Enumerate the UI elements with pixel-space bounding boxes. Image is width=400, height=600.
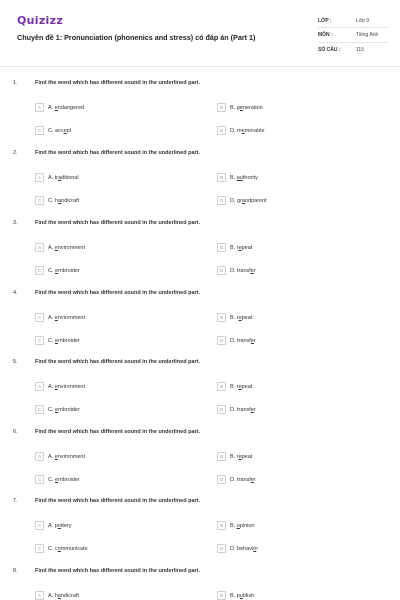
option-label bbox=[48, 523, 72, 529]
option-text-pre: D. transf bbox=[230, 406, 251, 413]
option-letter-box[interactable]: A bbox=[35, 591, 44, 600]
option-label bbox=[230, 593, 254, 599]
option-text-post: peat bbox=[241, 314, 253, 321]
question-number: 4. bbox=[13, 290, 18, 296]
option-text-pre: B. r bbox=[230, 244, 239, 251]
worksheet-meta bbox=[318, 14, 388, 58]
answer-option[interactable] bbox=[35, 475, 80, 484]
meta-row-count bbox=[318, 43, 388, 57]
option-text-post: neration bbox=[242, 104, 263, 111]
option-underlined-part: e bbox=[238, 453, 242, 460]
option-label bbox=[48, 593, 79, 599]
option-text-post: ndicraft bbox=[61, 197, 80, 204]
option-text-post: pinion bbox=[239, 522, 255, 529]
meta-value: Tiếng Anh bbox=[356, 32, 379, 38]
option-underlined-part: e bbox=[250, 406, 254, 413]
option-text-pre: C. acc bbox=[48, 127, 64, 134]
answer-option[interactable] bbox=[217, 544, 258, 553]
question-number: 3. bbox=[13, 220, 18, 226]
option-text-post: mbroider bbox=[58, 337, 80, 344]
answer-option[interactable] bbox=[217, 313, 252, 322]
option-text-pre: C. bbox=[48, 267, 56, 274]
answer-option[interactable] bbox=[217, 452, 252, 461]
option-label bbox=[48, 407, 80, 413]
option-text-pre: C. bbox=[48, 337, 56, 344]
question-item bbox=[0, 498, 400, 568]
option-label bbox=[48, 105, 84, 111]
option-label bbox=[48, 338, 80, 344]
answer-option[interactable] bbox=[217, 521, 254, 530]
answer-option[interactable] bbox=[35, 313, 85, 322]
meta-key: SỐ CÂU : bbox=[318, 47, 341, 53]
answer-option[interactable] bbox=[217, 126, 265, 135]
option-letter-box[interactable]: C bbox=[35, 126, 44, 135]
question-item bbox=[0, 150, 400, 220]
question-text: Find the word which has different sound in the underlined part. bbox=[35, 429, 201, 435]
option-letter-box[interactable]: C bbox=[35, 196, 44, 205]
answer-option[interactable] bbox=[217, 173, 258, 182]
option-letter-box[interactable]: C bbox=[35, 544, 44, 553]
option-letter-box[interactable]: D bbox=[217, 336, 226, 345]
option-underlined-part: e bbox=[238, 314, 242, 321]
option-letter-box[interactable]: C bbox=[35, 336, 44, 345]
option-underlined-part: e bbox=[250, 476, 254, 483]
answer-option[interactable] bbox=[35, 336, 80, 345]
option-underlined-part: o bbox=[57, 545, 61, 552]
option-text-post: peat bbox=[241, 244, 253, 251]
answer-option[interactable] bbox=[217, 405, 256, 414]
question-number: 5. bbox=[13, 359, 18, 365]
option-text-post: pt bbox=[66, 127, 72, 134]
option-text-pre: A. tr bbox=[48, 174, 59, 181]
question-item bbox=[0, 429, 400, 499]
option-text-pre: A. bbox=[48, 314, 55, 321]
option-text-pre: A. p bbox=[48, 522, 58, 529]
option-letter-box[interactable]: B bbox=[217, 173, 226, 182]
question-text: Find the word which has different sound in the underlined part. bbox=[35, 150, 201, 156]
option-letter-box[interactable]: A bbox=[35, 243, 44, 252]
option-text-post: ndangered bbox=[57, 104, 85, 111]
answer-option[interactable] bbox=[217, 382, 252, 391]
option-letter-box[interactable]: A bbox=[35, 103, 44, 112]
option-label bbox=[230, 384, 252, 390]
option-text-pre: B. r bbox=[230, 383, 239, 390]
option-underlined-part: e bbox=[238, 383, 242, 390]
answer-option[interactable] bbox=[217, 103, 263, 112]
option-text-post: mbroider bbox=[58, 406, 80, 413]
option-letter-box[interactable]: D bbox=[217, 266, 226, 275]
option-label bbox=[230, 338, 256, 344]
option-text-post: r bbox=[253, 337, 256, 344]
option-letter-box[interactable]: C bbox=[35, 266, 44, 275]
meta-value: 115 bbox=[356, 47, 364, 53]
option-underlined-part: e bbox=[238, 244, 242, 251]
option-underlined-part: e bbox=[250, 267, 254, 274]
option-underlined-part: e bbox=[55, 476, 59, 483]
option-text-pre: B. bbox=[230, 174, 237, 181]
answer-option[interactable] bbox=[35, 405, 80, 414]
quizizz-logo: Quizizz bbox=[17, 14, 64, 27]
question-text: Find the word which has different sound in the underlined part. bbox=[35, 220, 201, 226]
worksheet-header bbox=[0, 0, 400, 64]
option-underlined-part: e bbox=[54, 104, 58, 111]
option-label bbox=[48, 128, 71, 134]
option-underlined-part: e bbox=[54, 314, 58, 321]
option-letter-box[interactable]: B bbox=[217, 452, 226, 461]
option-text-post: ndparent bbox=[244, 197, 267, 204]
answer-option[interactable] bbox=[35, 243, 85, 252]
option-letter-box[interactable]: C bbox=[35, 475, 44, 484]
option-letter-box[interactable]: B bbox=[217, 382, 226, 391]
question-number: 7. bbox=[13, 498, 18, 504]
option-letter-box[interactable]: B bbox=[217, 313, 226, 322]
option-text-pre: B. bbox=[230, 522, 237, 529]
option-label bbox=[48, 546, 88, 552]
option-underlined-part: e bbox=[55, 267, 59, 274]
header-divider bbox=[0, 66, 400, 67]
meta-row-class bbox=[318, 14, 388, 28]
option-label bbox=[48, 245, 85, 251]
option-underlined-part: e bbox=[250, 337, 254, 344]
meta-key: LỚP : bbox=[318, 17, 332, 24]
option-letter-box[interactable]: C bbox=[35, 405, 44, 414]
option-underlined-part: e bbox=[55, 337, 59, 344]
answer-option[interactable] bbox=[35, 173, 79, 182]
question-text: Find the word which has different sound in the underlined part. bbox=[35, 498, 201, 504]
answer-option[interactable] bbox=[35, 103, 84, 112]
option-text-post: blish bbox=[242, 592, 255, 599]
question-number: 6. bbox=[13, 429, 18, 435]
option-text-pre: D. transf bbox=[230, 267, 251, 274]
meta-row-subject bbox=[318, 29, 388, 43]
option-text-pre: B. p bbox=[230, 592, 240, 599]
option-label bbox=[230, 105, 263, 111]
option-letter-box[interactable]: D bbox=[217, 196, 226, 205]
answer-option[interactable] bbox=[35, 521, 72, 530]
answer-option[interactable] bbox=[35, 126, 71, 135]
option-text-pre: A. h bbox=[48, 592, 58, 599]
option-text-post: mmunicate bbox=[60, 545, 88, 552]
option-letter-box[interactable]: D bbox=[217, 475, 226, 484]
option-text-pre: D. transf bbox=[230, 337, 251, 344]
option-underlined-part: au bbox=[236, 174, 243, 181]
answer-option[interactable] bbox=[35, 544, 88, 553]
option-letter-box[interactable]: B bbox=[217, 521, 226, 530]
question-text: Find the word which has different sound in the underlined part. bbox=[35, 290, 201, 296]
question-text: Find the word which has different sound in the underlined part. bbox=[35, 568, 201, 574]
option-label bbox=[48, 315, 85, 321]
option-underlined-part: e bbox=[54, 244, 58, 251]
meta-value: Lớp 9 bbox=[356, 17, 370, 24]
option-label bbox=[230, 245, 252, 251]
option-underlined-part: o bbox=[236, 522, 240, 529]
option-text-pre: C. h bbox=[48, 197, 59, 204]
option-text-pre: B. r bbox=[230, 453, 239, 460]
option-text-post: r bbox=[256, 545, 259, 552]
option-label bbox=[48, 477, 80, 483]
option-text-post: nvironment bbox=[57, 383, 86, 390]
option-letter-box[interactable]: D bbox=[217, 126, 226, 135]
option-text-pre: B. r bbox=[230, 314, 239, 321]
question-text: Find the word which has different sound in the underlined part. bbox=[35, 359, 201, 365]
option-letter-box[interactable]: B bbox=[217, 103, 226, 112]
option-letter-box[interactable]: A bbox=[35, 313, 44, 322]
option-underlined-part: e bbox=[54, 453, 58, 460]
option-underlined-part: o bbox=[57, 522, 61, 529]
option-label bbox=[230, 546, 258, 552]
option-underlined-part: ge bbox=[236, 104, 243, 111]
option-text-pre: B. bbox=[230, 104, 237, 111]
option-text-post: r bbox=[253, 406, 256, 413]
question-item bbox=[0, 220, 400, 290]
question-number: 2. bbox=[13, 150, 18, 156]
option-text-pre: D. behavi bbox=[230, 545, 254, 552]
answer-option[interactable] bbox=[217, 336, 256, 345]
option-text-pre: A. bbox=[48, 453, 55, 460]
question-item bbox=[0, 290, 400, 360]
question-text: Find the word which has different sound in the underlined part. bbox=[35, 80, 201, 86]
option-label bbox=[48, 198, 79, 204]
option-text-pre: D. transf bbox=[230, 476, 251, 483]
answer-option[interactable] bbox=[217, 475, 256, 484]
option-text-post: ttery bbox=[60, 522, 72, 529]
answer-option[interactable] bbox=[217, 266, 256, 275]
option-text-post: mbroider bbox=[58, 267, 80, 274]
answer-option[interactable] bbox=[35, 196, 79, 205]
option-text-post: mbroider bbox=[58, 476, 80, 483]
option-underlined-part: u bbox=[239, 592, 243, 599]
option-text-pre: D. gr bbox=[230, 197, 242, 204]
option-text-post: r bbox=[253, 267, 256, 274]
option-underlined-part: o bbox=[253, 545, 257, 552]
option-label bbox=[230, 315, 252, 321]
option-text-post: ditional bbox=[61, 174, 79, 181]
option-label bbox=[230, 477, 256, 483]
question-item bbox=[0, 80, 400, 150]
option-underlined-part: a bbox=[58, 174, 62, 181]
option-letter-box[interactable]: D bbox=[217, 544, 226, 553]
option-text-pre: D. m bbox=[230, 127, 242, 134]
answer-option[interactable] bbox=[217, 243, 252, 252]
option-label bbox=[230, 454, 252, 460]
option-label bbox=[230, 523, 254, 529]
option-label bbox=[230, 268, 256, 274]
option-label bbox=[48, 268, 80, 274]
option-letter-box[interactable]: A bbox=[35, 382, 44, 391]
option-letter-box[interactable]: B bbox=[217, 591, 226, 600]
option-label bbox=[230, 128, 265, 134]
option-text-post: nvironment bbox=[57, 314, 86, 321]
answer-option[interactable] bbox=[35, 591, 79, 600]
worksheet-title: Chuyên đề 1: Pronunciation (phonenics and stress) có đáp án (Part 1) bbox=[17, 33, 256, 42]
option-underlined-part: e bbox=[54, 383, 58, 390]
option-text-post: peat bbox=[241, 453, 253, 460]
option-text-pre: C. bbox=[48, 406, 56, 413]
option-underlined-part: e bbox=[241, 127, 245, 134]
option-letter-box[interactable]: A bbox=[35, 173, 44, 182]
question-number: 1. bbox=[13, 80, 18, 86]
question-number: 8. bbox=[13, 568, 18, 574]
answer-option[interactable] bbox=[35, 266, 80, 275]
option-text-post: thority bbox=[242, 174, 258, 181]
answer-option[interactable] bbox=[217, 196, 267, 205]
option-label bbox=[230, 198, 267, 204]
answer-option[interactable] bbox=[35, 382, 85, 391]
option-text-post: ndicraft bbox=[60, 592, 79, 599]
option-letter-box[interactable]: A bbox=[35, 521, 44, 530]
option-underlined-part: a bbox=[58, 197, 62, 204]
answer-option[interactable] bbox=[35, 452, 85, 461]
option-text-pre: A. bbox=[48, 383, 55, 390]
option-text-post: nvironment bbox=[57, 453, 86, 460]
option-text-post: peat bbox=[241, 383, 253, 390]
option-label bbox=[230, 407, 256, 413]
option-text-pre: A. bbox=[48, 104, 55, 111]
option-underlined-part: e bbox=[63, 127, 67, 134]
option-text-post: nvironment bbox=[57, 244, 86, 251]
option-letter-box[interactable]: A bbox=[35, 452, 44, 461]
option-label bbox=[48, 175, 79, 181]
question-item bbox=[0, 359, 400, 429]
meta-key: MÔN : bbox=[318, 32, 333, 38]
option-underlined-part: e bbox=[55, 406, 59, 413]
option-underlined-part: a bbox=[57, 592, 61, 599]
option-label bbox=[230, 175, 258, 181]
option-text-post: morable bbox=[244, 127, 265, 134]
option-text-pre: C. c bbox=[48, 545, 58, 552]
option-label bbox=[48, 454, 85, 460]
option-letter-box[interactable]: B bbox=[217, 243, 226, 252]
option-text-pre: C. bbox=[48, 476, 56, 483]
option-letter-box[interactable]: D bbox=[217, 405, 226, 414]
option-text-pre: A. bbox=[48, 244, 55, 251]
option-label bbox=[48, 384, 85, 390]
question-item bbox=[0, 568, 400, 600]
option-underlined-part: a bbox=[241, 197, 245, 204]
option-text-post: r bbox=[253, 476, 256, 483]
answer-option[interactable] bbox=[217, 591, 254, 600]
